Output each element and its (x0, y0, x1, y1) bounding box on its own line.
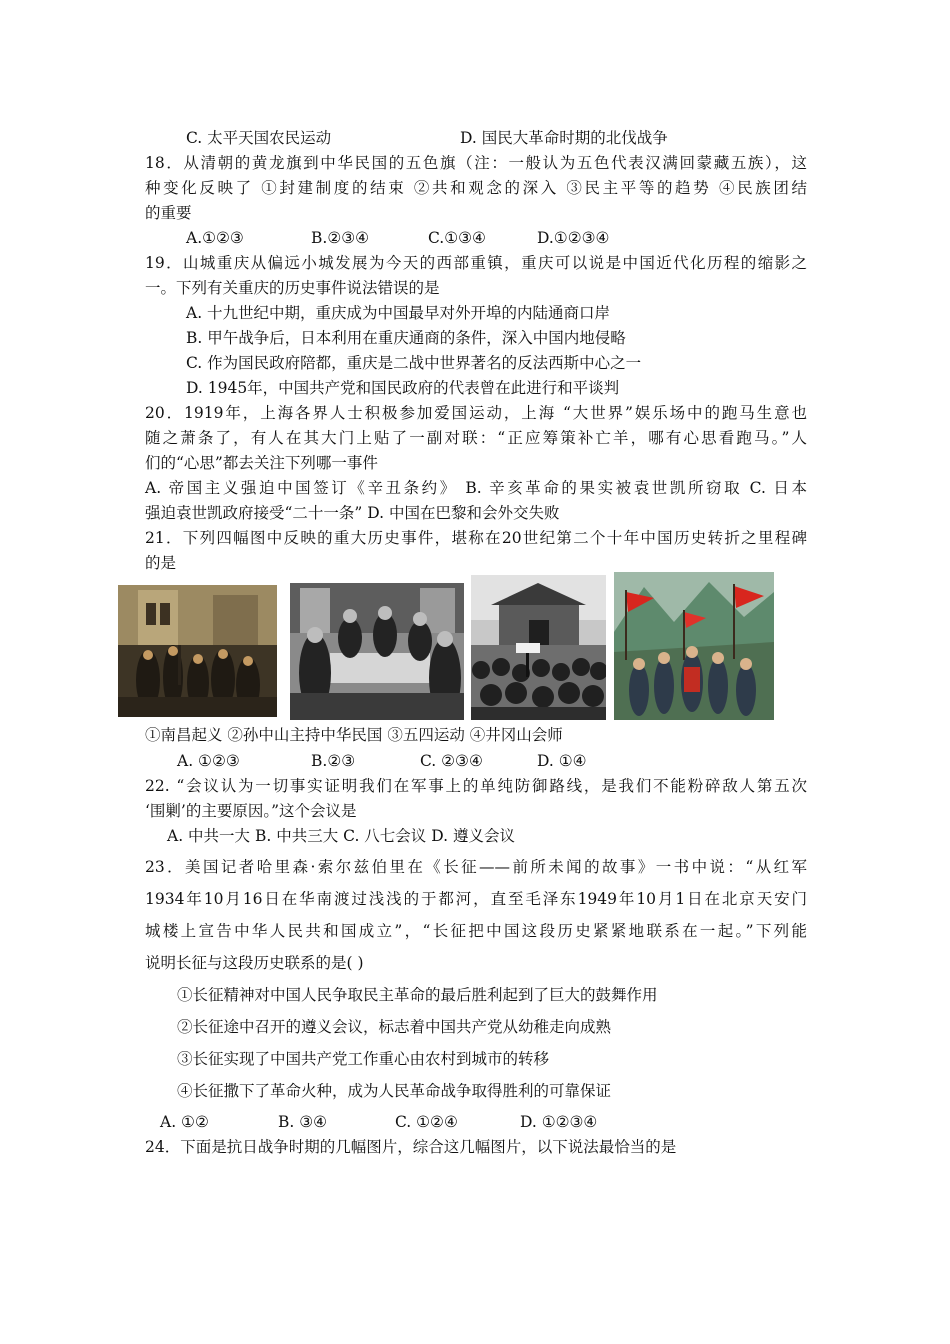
q20-options-line-1: A. 帝国主义强迫中国签订《辛丑条约》 B. 辛亥革命的果实被袁世凯所窃取 C. 日本 (145, 479, 807, 497)
q18-option-b: B.②③④ (311, 229, 370, 247)
q21-option-a: A. ①②③ (177, 752, 240, 770)
q20-stem-line-2: 随之萧条了，有人在其大门上贴了一副对联：“正应筹策补亡羊，哪有心思看跑马。”人 (145, 429, 807, 447)
q21-stem-line-2: 的是 (145, 554, 177, 572)
q19-option-a: A. 十九世纪中期，重庆成为中国最早对外开埠的内陆通商口岸 (186, 304, 611, 322)
q23-stem-line-2: 1934年10月16日在华南渡过浅浅的于都河，直至毛泽东1949年10月1日在北京天安门 (145, 890, 807, 908)
q23-stem-line-1: 23．美国记者哈里森·索尔兹伯里在《长征——前所未闻的故事》一书中说：“从红军 (145, 858, 807, 876)
q18-option-d: D.①②③④ (537, 229, 610, 247)
q23-option-a: A. ①② (160, 1113, 209, 1131)
photo-may-fourth-movement (471, 575, 606, 720)
q22-options: A. 中共一大 B. 中共三大 C. 八七会议 D. 遵义会议 (167, 827, 515, 845)
q23-statement-3: ③长征实现了中国共产党工作重心由农村到城市的转移 (177, 1050, 550, 1068)
q21-photo-captions: ①南昌起义 ②孙中山主持中华民国 ③五四运动 ④井冈山会师 (145, 726, 563, 744)
q20-stem-line-1: 20．1919年，上海各界人士积极参加爱国运动，上海 “大世界”娱乐场中的跑马生意也 (145, 404, 807, 422)
q18-stem-line-1: 18．从清朝的黄龙旗到中华民国的五色旗（注：一般认为五色代表汉满回蒙藏五族），这 (145, 154, 807, 172)
q18-option-a: A.①②③ (186, 229, 244, 247)
q19-stem-line-1: 19．山城重庆从偏远小城发展为今天的西部重镇，重庆可以说是中国近代化历程的缩影之 (145, 254, 807, 272)
q23-statement-4: ④长征撒下了革命火种，成为人民革命战争取得胜利的可靠保证 (177, 1082, 612, 1100)
q20-options-line-2: 强迫袁世凯政府接受“二十一条” D. 中国在巴黎和会外交失败 (145, 504, 560, 522)
q20-stem-line-3: 们的“心思”都去关注下列哪一事件 (145, 454, 378, 472)
q19-option-c: C. 作为国民政府陪都，重庆是二战中世界著名的反法西斯中心之一 (186, 354, 642, 372)
q22-stem-line-1: 22. “会议认为一切事实证明我们在军事上的单纯防御路线，是我们不能粉碎敌人第五次 (145, 777, 807, 795)
q22-stem-line-2: ‘围剿’的主要原因。”这个会议是 (145, 802, 357, 820)
q19-option-b: B. 甲午战争后，日本利用在重庆通商的条件，深入中国内地侵略 (186, 329, 626, 347)
q18-stem-line-2: 种变化反映了 ①封建制度的结束 ②共和观念的深入 ③民主平等的趋势 ④民族团结 (145, 179, 807, 197)
q23-option-b: B. ③④ (278, 1113, 328, 1131)
q19-option-d: D. 1945年，中国共产党和国民政府的代表曾在此进行和平谈判 (186, 379, 620, 397)
q21-stem-line-1: 21．下列四幅图中反映的重大历史事件，堪称在20世纪第二个十年中国历史转折之里程碑 (145, 529, 807, 547)
photo-nanchang-uprising (118, 585, 277, 717)
q23-option-c: C. ①②④ (395, 1113, 458, 1131)
q23-option-d: D. ①②③④ (520, 1113, 598, 1131)
q23-statement-1: ①长征精神对中国人民争取民主革命的最后胜利起到了巨大的鼓舞作用 (177, 986, 658, 1004)
q17-option-c: C. 太平天国农民运动 (186, 129, 332, 147)
q18-stem-line-3: 的重要 (145, 204, 192, 222)
q23-statement-2: ②长征途中召开的遵义会议，标志着中国共产党从幼稚走向成熟 (177, 1018, 612, 1036)
q24-stem-line-1: 24．下面是抗日战争时期的几幅图片，综合这几幅图片，以下说法最恰当的是 (145, 1138, 677, 1156)
q23-stem-line-3: 城楼上宣告中华人民共和国成立”，“长征把中国这段历史紧紧地联系在一起。”下列能 (145, 922, 807, 940)
q17-option-d: D. 国民大革命时期的北伐战争 (460, 129, 668, 147)
q23-stem-line-4: 说明长征与这段历史联系的是( ) (145, 954, 364, 972)
q18-option-c: C.①③④ (428, 229, 486, 247)
q19-stem-line-2: 一。下列有关重庆的历史事件说法错误的是 (145, 279, 440, 297)
photo-sun-yat-sen-meeting (290, 583, 464, 720)
q21-option-c: C. ②③④ (420, 752, 483, 770)
q21-option-b: B.②③ (311, 752, 356, 770)
q21-option-d: D. ①④ (537, 752, 587, 770)
photo-jinggangshan-meeting (614, 572, 774, 720)
